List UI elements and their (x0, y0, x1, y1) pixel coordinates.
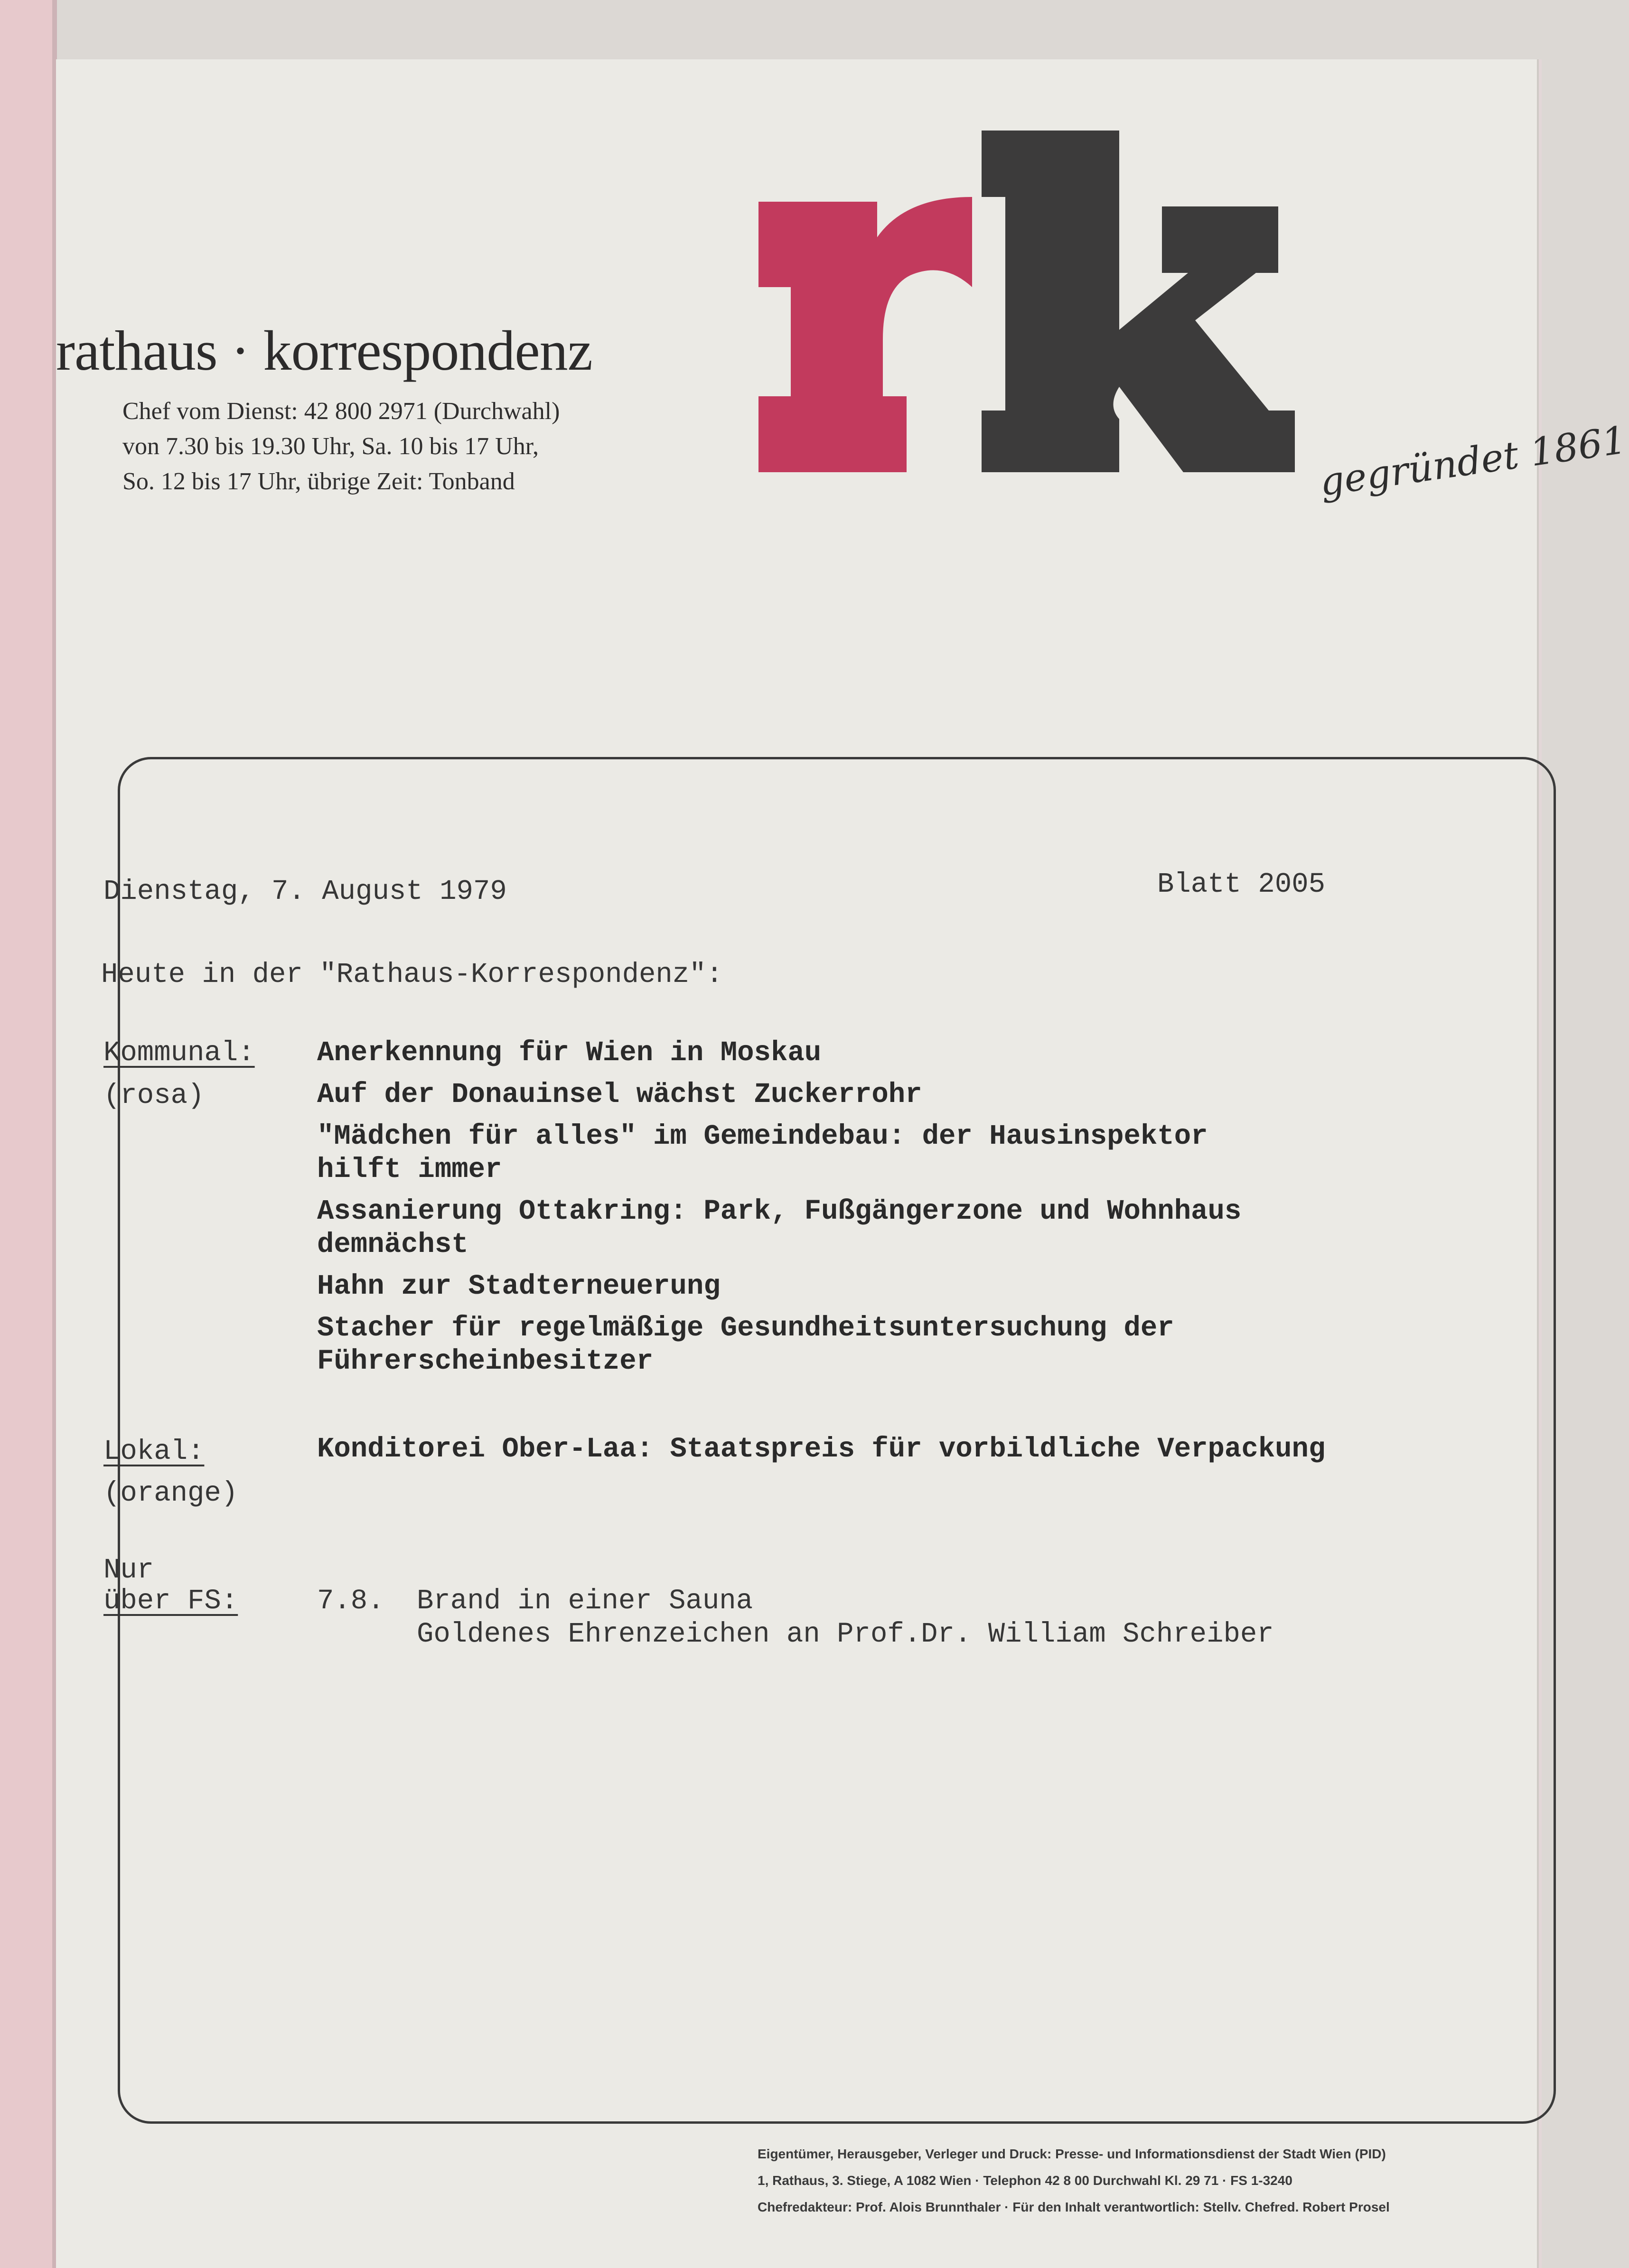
list-item: Stacher für regelmäßige Gesundheitsuntersuchung der (317, 1312, 1174, 1344)
document-page (56, 59, 1629, 2268)
imprint-line: Eigentümer, Herausgeber, Verleger und Druck: Presse- und Informationsdienst der Stadt Wien (PID) (758, 2147, 1386, 2161)
imprint-line: 1, Rathaus, 3. Stiege, A 1082 Wien · Telephon 42 8 00 Durchwahl Kl. 29 71 · FS 1-3240 (758, 2173, 1292, 2188)
list-item: demnächst (317, 1229, 468, 1260)
issue-date: Dienstag, 7. August 1979 (103, 876, 507, 907)
masthead-title: rathaus · korrespondenz (56, 319, 592, 382)
binding-strip (0, 0, 57, 2268)
list-item: Hahn zur Stadterneuerung (317, 1270, 721, 1302)
list-item: Goldenes Ehrenzeichen an Prof.Dr. William Schreiber (417, 1618, 1274, 1650)
section-label-fs-line1: Nur (103, 1554, 154, 1586)
contact-line: So. 12 bis 17 Uhr, übrige Zeit: Tonband (122, 468, 515, 495)
list-item: Konditorei Ober-Laa: Staatspreis für vorbildliche Verpackung (317, 1433, 1326, 1465)
sheet-number: Blatt 2005 (1157, 868, 1326, 900)
imprint (758, 2141, 1555, 2221)
logo-k (982, 131, 1295, 472)
contact-info (122, 394, 560, 499)
list-item: Führerscheinbesitzer (317, 1345, 654, 1377)
contact-line: von 7.30 bis 19.30 Uhr, Sa. 10 bis 17 Uhr, (122, 433, 539, 460)
contact-line: Chef vom Dienst: 42 800 2971 (Durchwahl) (122, 398, 560, 425)
list-item: Anerkennung für Wien in Moskau (317, 1037, 822, 1069)
section-sublabel-kommunal: (rosa) (103, 1080, 205, 1111)
section-sublabel-lokal: (orange) (103, 1477, 238, 1509)
list-item: Auf der Donauinsel wächst Zuckerrohr (317, 1079, 922, 1111)
list-item: "Mädchen für alles" im Gemeindebau: der Hausinspektor (317, 1120, 1208, 1152)
intro-line: Heute in der "Rathaus-Korrespondenz": (101, 959, 723, 990)
logo-r (758, 197, 972, 472)
list-item: Assanierung Ottakring: Park, Fußgängerzone und Wohnhaus (317, 1195, 1242, 1227)
fs-date: 7.8. (317, 1585, 384, 1617)
section-label-fs-line2: über FS: (103, 1585, 238, 1617)
list-item: hilft immer (317, 1154, 502, 1185)
section-label-lokal: Lokal: (103, 1436, 205, 1467)
founded-note: gegründet 1861 (1317, 418, 1629, 504)
rk-logo (758, 131, 1304, 472)
list-item: Brand in einer Sauna (417, 1585, 753, 1617)
section-label-kommunal: Kommunal: (103, 1037, 255, 1069)
imprint-line: Chefredakteur: Prof. Alois Brunnthaler · Für den Inhalt verantwortlich: Stellv. Chefred. Robert Prosel (758, 2200, 1390, 2214)
